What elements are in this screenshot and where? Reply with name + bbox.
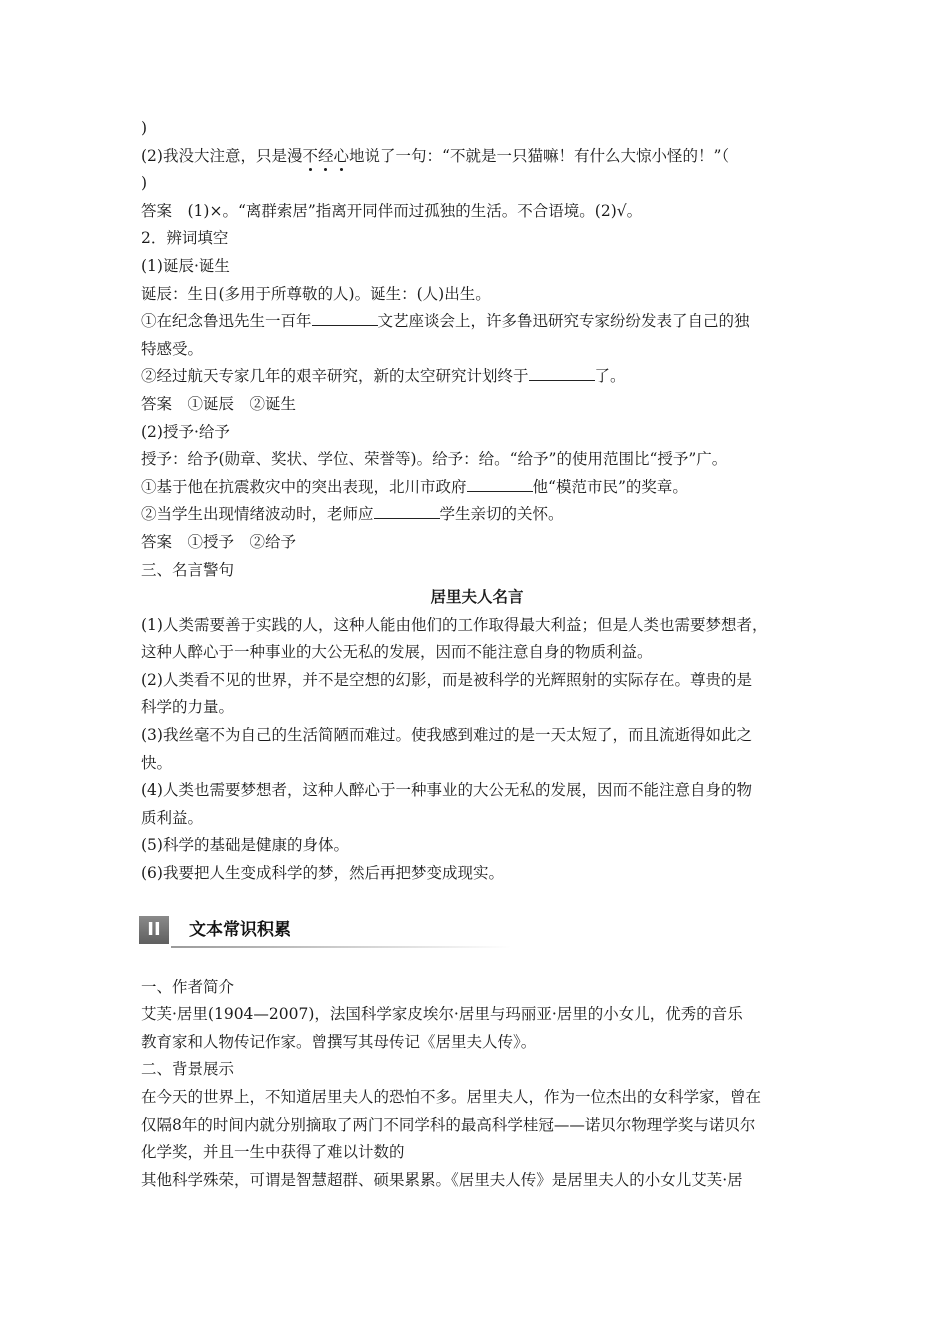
text-line: 在今天的世界上，不知道居里夫人的恐怕不多。居里夫人，作为一位杰出的女科学家，曾在 [141,1088,762,1106]
fill-blank-question [141,501,813,529]
quote-line: (2)人类看不见的世界，并不是空想的幻影，而是被科学的光辉照射的实际存在。尊贵的是 [141,670,752,689]
answer-line: 答案 (1)×。“离群索居”指离开同伴而过孤独的生活。不合语境。(2)√。 [141,201,643,220]
answer-blank[interactable] [374,502,440,519]
quote-line: 快。 [141,753,173,772]
text-line: 化学奖，并且一生中获得了难以计数的 [141,1143,405,1162]
question-text: ①基于他在抗震救灾中的突出表现，北川市政府 [141,477,467,496]
question-text: 文艺座谈会上，许多鲁迅研究专家纷纷发表了自己的独 [377,312,750,331]
quote-line: (5)科学的基础是健康的身体。 [141,836,349,855]
definition-line: 授予：给予(勋章、奖状、学位、荣誉等)。给予：给。“给予”的使用范围比“授予”广。 [141,450,728,469]
text-line: ) [141,174,148,193]
question-text: 了。 [594,367,626,386]
question-line [141,143,813,171]
word-pair-line: (2)授予·给予 [141,422,230,441]
question-text: 他“模范市民”的奖章。 [532,477,688,496]
word-pair-line: (1)诞辰·诞生 [141,256,230,275]
text-line: 教育家和人物传记作家。曾撰写其母传记《居里夫人传》。 [141,1032,537,1051]
text-line: ) [141,119,148,137]
quote-line: (6)我要把人生变成科学的梦，然后再把梦变成现实。 [141,864,504,883]
text-span: 地说了一句：“不就是一只猫嘛！有什么大惊小怪的！”（ [349,146,730,165]
section-number-badge: II [139,916,169,944]
heading-line: 2．辨词填空 [141,229,229,248]
answer-line: 答案 ①诞辰 ②诞生 [141,394,297,413]
question-text: ①在纪念鲁迅先生一百年 [141,312,312,331]
emphasis-char: 不 [302,143,318,171]
quote-line: 质利益。 [141,808,204,827]
question-text: 学生亲切的关怀。 [439,505,564,524]
question-text: ②当学生出现情绪波动时，老师应 [141,505,374,524]
text-line: 艾芙·居里(1904—2007)，法国科学家皮埃尔·居里与玛丽亚·居里的小女儿，优秀的音乐 [141,1005,743,1024]
question-text: ②经过航天专家几年的艰辛研究，新的太空研究计划终于 [141,367,529,386]
section-underline [171,946,511,948]
section-title: 文本常识积累 [189,919,291,940]
text-line: 仅隔8年的时间内就分别摘取了两门不同学科的最高科学桂冠——诺贝尔物理学奖与诺贝尔 [141,1115,756,1134]
fill-blank-question [141,308,813,336]
quote-line: (4)人类也需要梦想者，这种人醉心于一种事业的大公无私的发展，因而不能注意自身的物 [141,781,752,800]
definition-line: 诞辰：生日(多用于所尊敬的人)。诞生：(人)出生。 [141,284,491,303]
answer-blank[interactable] [467,475,533,492]
answer-blank[interactable] [529,364,595,381]
answer-line: 答案 ①授予 ②给予 [141,532,297,551]
answer-blank[interactable] [312,309,378,326]
quotes-title: 居里夫人名言 [430,588,524,607]
quote-line: 科学的力量。 [141,698,235,717]
section-heading: 三、名言警句 [141,560,235,579]
document-page [141,115,813,1194]
section-heading: 二、背景展示 [141,1060,235,1079]
emphasis-char: 心 [334,143,350,171]
text-span: (2)我没大注意，只是漫 [141,146,303,165]
quote-line: (1)人类需要善于实践的人，这种人能由他们的工作取得最大利益；但是人类也需要梦想者， [141,615,768,634]
text-line: 其他科学殊荣，可谓是智慧超群、硕果累累。《居里夫人传》是居里夫人的小女儿艾芙·居 [141,1170,743,1189]
quote-line: (3)我丝毫不为自己的生活简陋而难过。使我感到难过的是一天太短了，而且流逝得如此之 [141,726,752,745]
section-heading: 一、作者简介 [141,977,235,996]
fill-blank-question [141,363,813,391]
quote-line: 这种人醉心于一种事业的大公无私的发展，因而不能注意自身的物质利益。 [141,643,653,662]
text-line: 特感受。 [141,339,204,358]
emphasis-char: 经 [318,143,334,171]
section-banner [139,912,813,952]
fill-blank-question [141,474,813,502]
